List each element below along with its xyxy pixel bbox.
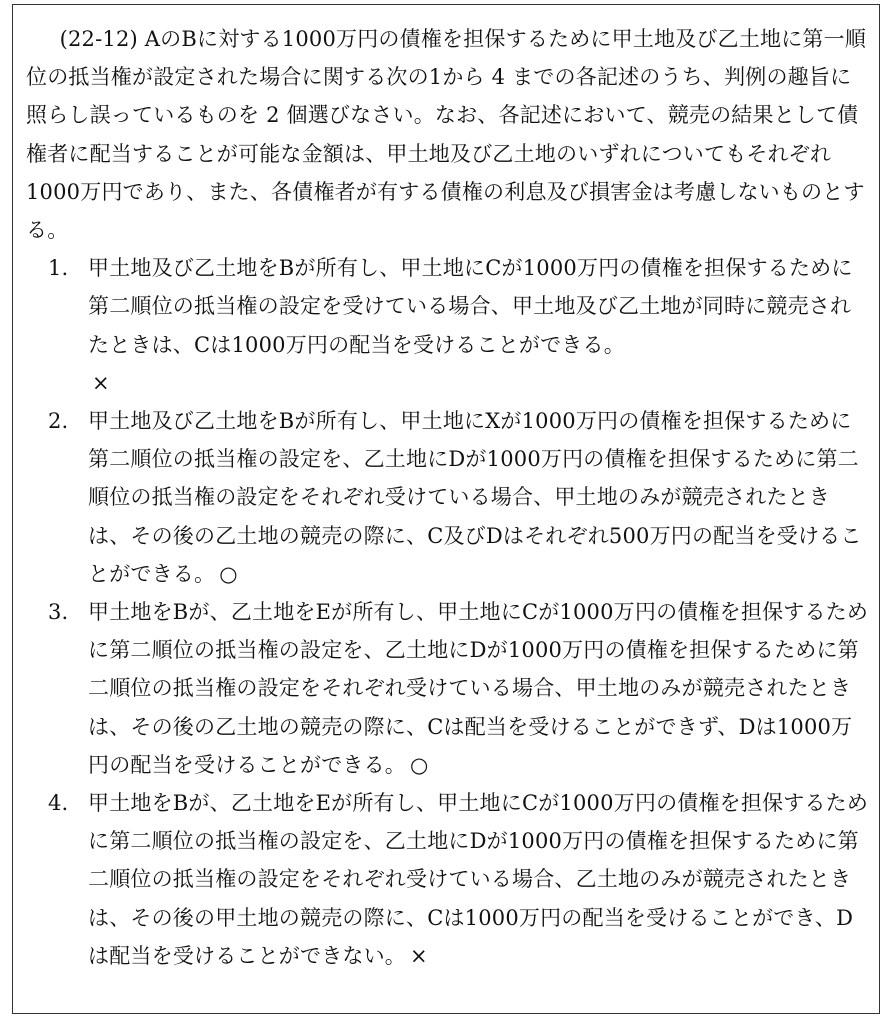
choice-3 (26, 593, 869, 784)
choice-number: 3. (48, 600, 69, 625)
question-intro: (22-12) AのBに対する1000万円の債権を担保するために甲土地及び乙土地に第一順位の抵当権が設定された場合に関する次の1から 4 までの各記述のうち、判例の趣旨に照らし誤っているものを 2 個選びなさい。なお、各記述において、競売の結果として債権者に配当することが可能な金額は、甲土地及び乙土地のいずれについてもそれぞれ1000万円であり、また、各債権者が有する債権の利息及び損害金は考慮しないものとする。 (26, 27, 867, 243)
circle-mark-icon: ○ (410, 752, 429, 777)
choice-2 (26, 402, 869, 593)
circle-mark-icon: ○ (219, 561, 238, 586)
cross-mark-icon: × (92, 370, 110, 395)
answer-choices (26, 249, 869, 975)
choice-text: 甲土地及び乙土地をBが所有し、甲土地にCが1000万円の債権を担保するために第二順位の抵当権の設定を受けている場合、甲土地及び乙土地が同時に競売されたときは、Cは1000万円の配当を受けることができる。 (88, 256, 853, 357)
choice-text: 甲土地をBが、乙土地をEが所有し、甲土地にCが1000万円の債権を担保するために第二順位の抵当権の設定を、乙土地にDが1000万円の債権を担保するために第二順位の抵当権の設定をそれぞれ受けている場合、乙土地のみが競売されたときは、その後の甲土地の競売の際に、Cは1000万円の配当を受けることができ、Dは配当を受けることができない。 (88, 791, 869, 968)
choice-number: 4. (48, 791, 69, 816)
choice-1 (26, 249, 869, 402)
choice-number: 1. (48, 256, 69, 281)
choice-4 (26, 784, 869, 975)
choice-text: 甲土地及び乙土地をBが所有し、甲土地にXが1000万円の債権を担保するために第二順位の抵当権の設定を、乙土地にDが1000万円の債権を担保するために第二順位の抵当権の設定をそれぞれ受けている場合、甲土地のみが競売されたときは、その後の乙土地の競売の際に、C及びDはそれぞれ500万円の配当を受けることができる。 (88, 409, 862, 586)
question-content (26, 20, 869, 975)
choice-text: 甲土地をBが、乙土地をEが所有し、甲土地にCが1000万円の債権を担保するために第二順位の抵当権の設定を、乙土地にDが1000万円の債権を担保するために第二順位の抵当権の設定をそれぞれ受けている場合、甲土地のみが競売されたときは、その後の乙土地の競売の際に、Cは配当を受けることができず、Dは1000万円の配当を受けることができる。 (88, 600, 869, 777)
question-box (12, 4, 880, 1014)
choice-number: 2. (48, 409, 69, 434)
cross-mark-icon: × (410, 943, 428, 968)
